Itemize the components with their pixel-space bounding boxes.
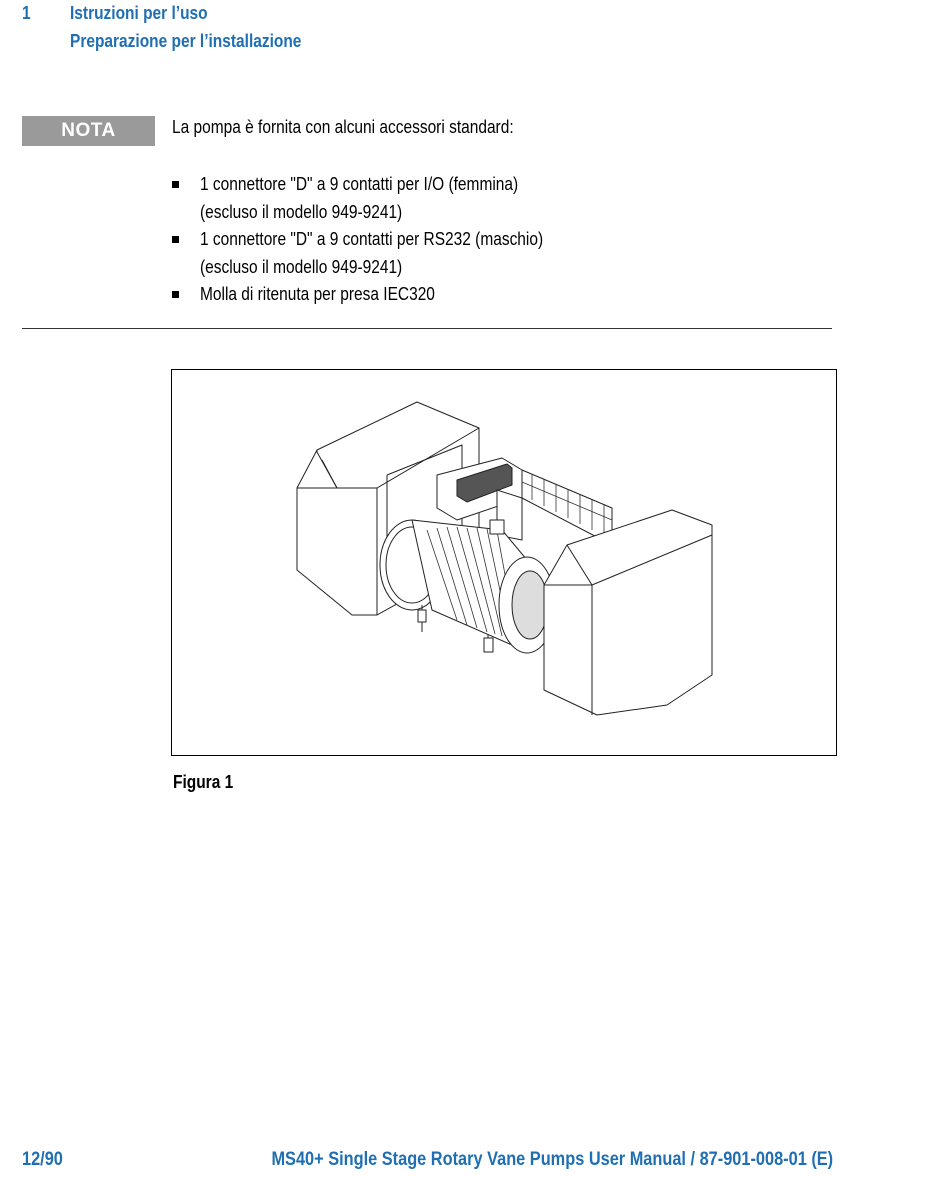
page-number: 12/90 [22,1149,63,1170]
list-item-line: 1 connettore "D" a 9 contatti per RS232 (maschio) [200,229,544,249]
document-title: MS40+ Single Stage Rotary Vane Pumps User Manual / 87-901-008-01 (E) [271,1149,833,1170]
figure-frame [171,369,837,756]
list-item-line: (escluso il modello 949-9241) [200,201,403,222]
bullet-square-icon [172,291,179,298]
chapter-number: 1 [22,3,31,23]
list-item-line: 1 connettore "D" a 9 contatti per I/O (femmina) [200,174,519,194]
list-item-line: Molla di ritenuta per presa IEC320 [200,284,435,304]
note-intro: La pompa è fornita con alcuni accessori standard: [172,117,514,137]
bullet-square-icon [172,236,179,243]
list-item [172,171,599,226]
accessory-list [172,171,599,309]
section-divider [22,328,832,329]
figure-caption: Figura 1 [173,772,234,792]
chapter-title: Istruzioni per l’uso [70,3,208,23]
pump-motor [380,520,555,653]
section-title: Preparazione per l’installazione [70,31,302,51]
list-item-line: (escluso il modello 949-9241) [200,256,403,277]
pump-illustration [172,370,836,755]
list-item [172,281,599,309]
note-badge: NOTA [22,116,155,146]
list-item [172,226,599,281]
right-accessory-box [544,510,712,715]
bullet-square-icon [172,181,179,188]
